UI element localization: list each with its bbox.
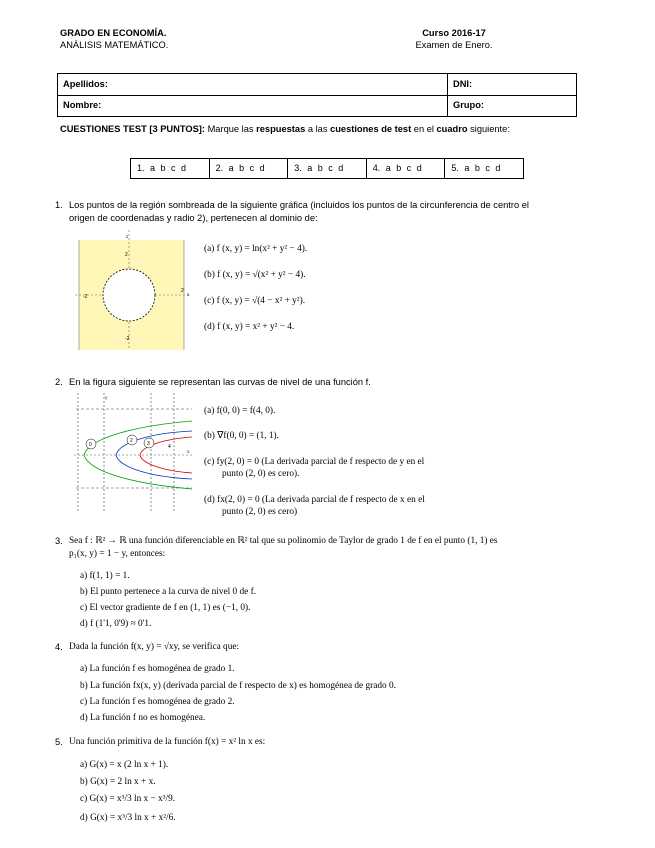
q2-option-d-cont: punto (2, 0) es cero) — [222, 507, 298, 517]
point-label-left: -2 — [83, 294, 88, 300]
q4-option-c[interactable]: c) La función f es homogénea de grado 2. — [80, 697, 235, 707]
q4-option-a[interactable]: a) La función f es homogénea de grado 1. — [80, 664, 235, 674]
question-number: 1. — [55, 200, 63, 210]
question-number: 3. — [55, 536, 63, 546]
q2-option-b[interactable]: (b) ∇f(0, 0) = (1, 1). — [204, 431, 279, 441]
curve-label-3: 3 — [147, 441, 150, 447]
course-label: Curso 2016-17 — [422, 28, 486, 38]
z-axis-label: z — [126, 235, 129, 240]
q3-option-c[interactable]: c) El vector gradiente de f en (1, 1) es (−1, 0). — [80, 603, 251, 613]
q1-option-c[interactable]: (c) f (x, y) = √(4 − x² + y²). — [204, 296, 306, 306]
question-text: Una función primitiva de la función f(x) = x² ln x es: — [69, 737, 266, 747]
question-number: 2. — [55, 377, 63, 387]
answer-cell-5[interactable]: 5. a b c d — [451, 163, 501, 173]
q1-option-a[interactable]: (a) f (x, y) = ln(x² + y² − 4). — [204, 244, 308, 254]
curve-label-2: 2 — [130, 438, 133, 444]
instr-text-3: en el — [411, 124, 437, 134]
q5-option-c[interactable]: c) G(x) = x³/3 ln x − x³/9. — [80, 794, 176, 804]
answer-cell-4[interactable]: 4. a b c d — [367, 159, 446, 178]
name-field[interactable]: Nombre: — [63, 100, 102, 110]
q4-option-d[interactable]: d) La función f no es homogénea. — [80, 713, 206, 723]
q3-option-a[interactable]: a) f(1, 1) = 1. — [80, 571, 130, 581]
question-number: 4. — [55, 642, 63, 652]
q1-option-b[interactable]: (b) f (x, y) = √(x² + y² − 4). — [204, 270, 306, 280]
degree-title: GRADO EN ECONOMÍA. — [60, 28, 167, 38]
instr-bold-1: respuestas — [256, 124, 306, 134]
question-text — [69, 199, 589, 224]
q3-line1: Sea f : ℝ² → ℝ una función diferenciable en ℝ² tal que su polinomio de Taylor de grado 1 de f en el punto (1, 1) es — [69, 536, 498, 546]
instr-text-1: Marque las — [204, 124, 257, 134]
q2-option-d[interactable]: (d) fx(2, 0) = 0 (La derivada parcial de f respecto de x en el — [204, 495, 425, 505]
curve-label-4: 4 — [168, 444, 171, 450]
q1-line1: Los puntos de la región sombreada de la siguiente gráfica (incluidos los puntos de la circunferencia de centro el — [69, 200, 529, 210]
exam-label: Examen de Enero. — [415, 40, 493, 50]
domain-figure — [75, 230, 195, 350]
question-text: Dada la función f(x, y) = √xy, se verifica que: — [69, 642, 240, 652]
ident-row-surname — [58, 74, 576, 96]
dni-field[interactable]: DNI: — [453, 79, 473, 89]
question-text — [69, 535, 589, 560]
identification-table — [57, 73, 577, 117]
y-axis-label: y — [105, 396, 108, 401]
point-label-top: 2 — [125, 252, 128, 258]
instr-text-2: a las — [305, 124, 331, 134]
table-divider — [447, 74, 448, 116]
header-right — [408, 27, 500, 51]
group-field[interactable]: Grupo: — [453, 100, 484, 110]
answer-cell-1[interactable]: 1. a b c d — [131, 159, 210, 178]
instr-text-4: siguiente: — [467, 124, 510, 134]
instr-bold-2: cuestiones de test — [330, 124, 412, 134]
answer-cell-2[interactable]: 2. a b c d — [210, 159, 289, 178]
q4-option-b[interactable]: b) La función fx(x, y) (derivada parcial de f respecto de x) es homogénea de grado 0. — [80, 681, 396, 691]
q3-option-b[interactable]: b) El punto pertenece a la curva de nivel 0 de f. — [80, 587, 257, 597]
circle-radius-2 — [103, 269, 155, 321]
header-left — [60, 27, 168, 51]
answer-cell-3[interactable]: 3. a b c d — [288, 159, 367, 178]
q5-option-d[interactable]: d) G(x) = x³/3 ln x + x²/6. — [80, 813, 176, 823]
q1-option-d[interactable]: (d) f (x, y) = x² + y² − 4. — [204, 322, 295, 332]
q1-line2: origen de coordenadas y radio 2), pertenecen al dominio de: — [69, 212, 318, 223]
q3-option-d[interactable]: d) f (1'1, 0'9) ≈ 0'1. — [80, 619, 152, 629]
subject-title: ANÁLISIS MATEMÁTICO. — [60, 40, 169, 50]
curve-label-0: 0 — [89, 442, 92, 448]
surname-field[interactable]: Apellidos: — [63, 79, 108, 89]
x-axis-label: x — [187, 293, 190, 298]
point-label-bottom: -2 — [125, 336, 130, 342]
x-axis-label: x — [187, 450, 190, 455]
level-curves-figure — [74, 393, 199, 517]
question-text: En la figura siguiente se representan las curvas de nivel de una función f. — [69, 377, 371, 387]
q2-option-c-cont: punto (2, 0) es cero). — [222, 469, 300, 479]
q5-option-a[interactable]: a) G(x) = x (2 ln x + 1). — [80, 760, 169, 770]
q5-option-b[interactable]: b) G(x) = 2 ln x + x. — [80, 777, 156, 787]
answer-box — [130, 158, 524, 179]
q2-option-c[interactable]: (c) fy(2, 0) = 0 (La derivada parcial de f respecto de y en el — [204, 457, 425, 467]
q3-line2: p₁(x, y) = 1 − y, entonces: — [69, 548, 166, 559]
instr-bold-3: cuadro — [436, 124, 468, 134]
test-instructions — [60, 124, 510, 134]
point-label-right: 2 — [181, 288, 184, 294]
question-number: 5. — [55, 737, 63, 747]
q2-option-a[interactable]: (a) f(0, 0) = f(4, 0). — [204, 406, 276, 416]
test-title: CUESTIONES TEST [3 PUNTOS]: — [60, 124, 205, 134]
ident-row-name — [58, 95, 576, 116]
